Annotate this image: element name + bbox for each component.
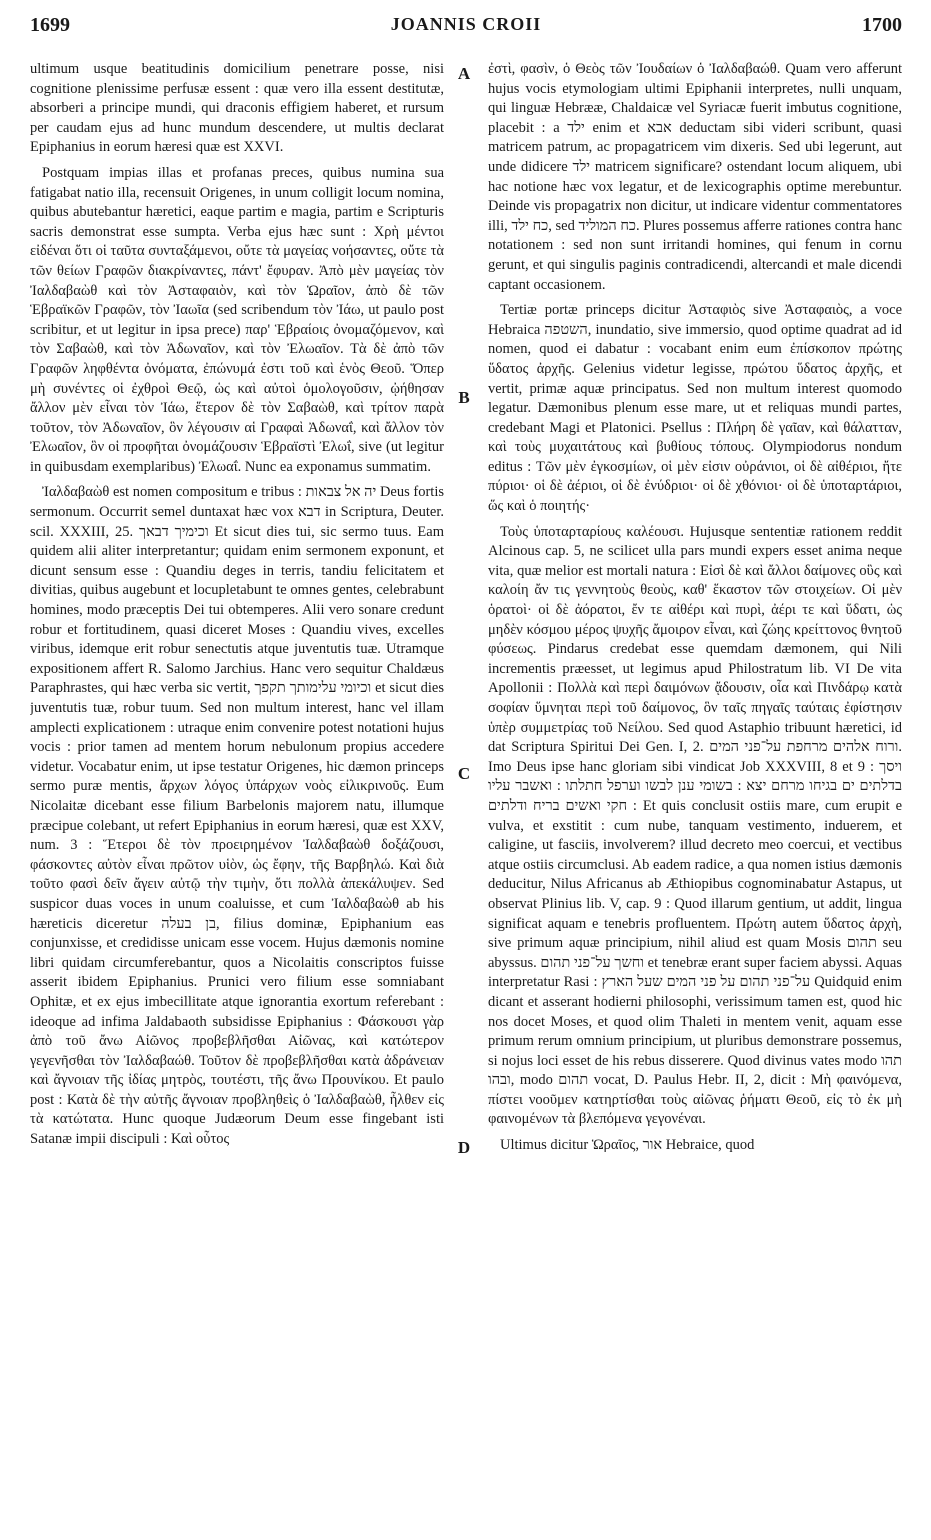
running-title: JOANNIS CROII xyxy=(390,14,542,34)
margin-letter-d: D xyxy=(457,1138,471,1157)
left-column xyxy=(30,60,444,1530)
page-header xyxy=(30,14,902,44)
paragraph: Τοὺς ὑποταρταρίους καλέουσι. Hujusque sententiæ rationem reddit Alcinous cap. 5, ne scilicet ulla pars mundi expers esset anima neque vita, quæ melior est mortali natura : Εἰσὶ δὲ καὶ ἄλλοι δαίμονες οὓς καὶ καλοίη ἄν τις γεννητοὺς θεοὺς, καθ' ἕκαστον τῶν στοιχείων. Οἱ μὲν ὁρατοὶ· οἱ δὲ ἀόρατοι, ἔν τε αἰθέρι καὶ πυρὶ, ἀέρι τε καὶ ὕδατι, ὡς μηδὲν κόσμου μέρος ψυχῆς ἄμοιρον εἶναι, καὶ ζώης κρείττονος θνητοῦ φύσεως. Pindarus credebat esse quemdam dæmonem, qui Nili incrementis præesset, ut legimus apud Philostratum lib. VI De vita Apollonii : Πολλὰ καὶ περὶ δαιμόνων ᾄδουσιν, οἷα καὶ Πινδάρῳ κατὰ σοφίαν ὕμνηται περὶ τοῦ δαίμονος, ὃν ταῖς πηγαῖς ταύταις ἐφίστησιν ὑπὲρ συμμετρίας τοῦ Νείλου. Sed quod Astaphio tribuunt hæretici, id dat Scriptura Spiritui Dei Gen. I, 2. ורוח אלהים מרחפת על־פני המים. Imo Deus ipse hanc gloriam sibi vindicat Job XXXVIII, 8 et 9 : ויסך בדלתים ים בגיחו מרחם יצא : בשומי ענן לבשו וערפל חתלתו : ואשבר עליו חקי ואשים בריח ודלתים : Et quis conclusit ostiis mare, cum erupit e vulva, et exstitit : cum nube, tanquam vestimento, induerem, et caligine, ut fasciis, involverem? illud decreto meo coercui, et vectibus atque ostiis circumclusi. Ab eadem radice, a qua nomen istius dæmonis deducitur, Nilus Africanus ab Æthiopibus cognominabatur Astapus, ut observat Plinius lib. V, cap. 9 : Quod illarum gentium, ut addit, lingua significat aquam e tenebris profluentem. Πρώτη autem ὕδατος ἀρχὴ, sive primum aquæ principium, nihil aliud est quam Mosis תהום seu abyssus. וחשך על־פני תהום et tenebræ erant super faciem abyssi. Aquas interpretatur Rasi : על־פני תהום על פני המים שעל הארץ Quidquid enim dicant et asserant hodierni philosophi, verissimum tamen est, quod hic nos docet Moses, et quod olim Thaleti in mentem venit, aquam esse primum rerum omnium principium, ut pluribus demonstrare possemus, si nojus loci esset de his rebus disserere. Quod divinus vates modo תהו ובהו, modo תהום vocat, D. Paulus Hebr. II, 2, dicit : Μὴ φαινόμενα, πίστει νοοῦμεν κατηρτίσθαι τοὺς αἰῶνας ῥήματι Θεοῦ, εἰς τὸ ἐκ μὴ φαινομένων τὰ βλεπόμενα γεγονέναι. xyxy=(488,523,902,1128)
margin-section-letters xyxy=(452,60,476,1530)
page-number-right: 1700 xyxy=(862,14,902,36)
paragraph: Ultimus dicitur Ὡραῖος, אור Hebraice, quod xyxy=(500,1137,755,1154)
margin-letter-a: A xyxy=(457,64,471,83)
paragraph: Ἰαλδαβαὼθ est nomen compositum e tribus : יה אל צבאות Deus fortis sermonum. Occurrit semel duntaxat hæc vox דבא in Scriptura, Deuter. scil. XXXIII, 25. וכימיך דבאך Et sicut dies tui, sic sermo tuus. Eam quidem alii aliter interpretantur; quidam enim sermonem exponunt, et dicunt sensum esse : Quandiu deges in terris, tandiu felicitatem et divitias, quibus augebunt et locupletabunt te omnes gentes, celebrabunt homines, modo præceptis Dei tui obtemperes. Alii vero sonare credunt robur et fortitudinem, quasi diceret Moses : Quandiu vives, excelles viribus, idemque erit robur senectutis atque juventutis tuæ. Utramque expositionem affert R. Salomo Jarchius. Hanc vero sequitur Chaldæus Paraphrastes, qui hæc verba sic vertit, וכיומי עלימותך תקפך et sicut dies juventutis tuæ, robur tuum. Sed non multum interest, hanc vel illam amplecti explicationem : utraque enim convenire potest notationi hujus vocis : prior tamen ad mentem horum nebulonum propius accedere videtur. Vocabatur enim, ut ipse testatur Origenes, hic dæmon princeps sermo puræ mentis, ἄρχων λόγος ὑπάρχων νοὸς εἰλικρινοῦς. Eum Nicolaitæ dicebant esse filium Barbelonis majorem natu, illumque præcipue colebant, ut refert Epiphanius in eorum hæresi, quæ est XXV, num. 3 : Ἕτεροι δὲ τὸν προειρημένον Ἰαλδαβαὼθ δοξάζουσι, φάσκοντες αὐτὸν εἶναι πρῶτον υἱὸν, ὡς ἔφην, τῆς Βαρβηλώ. Καὶ διὰ τοῦτο φασὶ δεῖν ἄγειν αὐτῷ τὴν τιμὴν, ὅτι πολλὰ ἀπεκάλυψεν. Sed suspicor duas voces in unum coaluisse, et cum Ἰαλδαβαὼθ ab his hæreticis diceretur בן בעלה, filius dominæ, Epiphanium eas conjunxisse, et credidisse unicam esse vocem. Hujus dæmonis nomine libri quidam circumferebantur, quos a Nicolaitis conscriptos fuisse asserit ibidem Epiphanius. Prunici vero filium esse somniabant Ophitæ, et ex ejus imbecillitate atque ignorantia exortum referebant : ideoque ad infima Jaldabaoth subsidisse Epiphanius : Φάσκουσι γὰρ ἀπὸ τοῦ ἄνω Αἰῶνος προβεβλῆσθαι Αἰῶνας, καὶ κατώτερον γεγενῆσθαι τὸν Ἰαλδαβαώθ. Τοῦτον δὲ προβεβλῆσθαι κατὰ ἀδράνειαν καὶ ἄγνοιαν τῆς ἰδίας μητρὸς, τουτέστι, τῆς ἄνω Προυνίκου. Et paulo post : Κατὰ δὲ τὴν αὐτῆς ἄγνοιαν προβληθεὶς ὁ Ἰαλδαβαὼθ, ἦλθεν εἰς τὰ κατώτατα. Hunc quoque Judæorum Deum esse fingebant isti Satanæ impii discipuli : Καὶ οὗτος xyxy=(30,484,444,1148)
margin-letter-b: B xyxy=(458,388,470,407)
right-column xyxy=(488,60,902,1530)
margin-letter-c: C xyxy=(457,764,471,783)
paragraph: Postquam impias illas et profanas preces, quibus numina sua fatigabat natio illa, recensuit Origenes, in unum colligit locum nomina, quibus abutebantur hæretici, eaque partim e magia, partim e Scripturis sacris demonstrat esse sumpta. Verba ejus hæc sunt : Χρὴ μέντοι εἰδέναι ὅτι οἱ ταῦτα συνταξάμενοι, οὔτε τὰ μαγείας νοήσαντες, οὔτε τὰ τῶν θείων Γραφῶν διακρίναντες, πάντ' ἔφυραν. Ἀπὸ μὲν μαγείας τὸν Ἰαλδαβαὼθ καὶ τὸν Ἀσταφαιὸν, καὶ τὸν Ὡραῖον, ἀπὸ δὲ τῶν Ἑβραϊκῶν Γραφῶν, τὸν Ἰαωῖα (sed scribendum τὸν Ἰάω, ut paulo post scribitur, et ut legitur in ipsa prece) παρ' Ἑβραίοις ὀνομαζόμενον, καὶ τὸν Σαβαὼθ, καὶ τὸν Ἀδωναῖον, καὶ τὸν Ἐλωαῖον. Τὰ δὲ ἀπὸ τῶν Γραφῶν ληφθέντα ὀνόματα, ἐπώνυμά ἐστι τοῦ καὶ ἑνὸς Θεοῦ. Ὅπερ μὴ συνέντες οἱ ἐχθροὶ Θεῷ, ὡς καὶ αὐτοὶ ὁμολογοῦσιν, ᾠήθησαν ἄλλον μὲν εἶναι τὸν Ἰάω, ἕτερον δὲ τὸν Σαβαὼθ, καὶ τρίτον παρὰ τοῦτον, τὸν Ἀδωναῖον, ὃν λέγουσιν αἱ Γραφαὶ Ἀδωναΐ, καὶ ἄλλον τὸν Ἐλωαῖον, ὃν οἱ προφῆται ὀνομάζουσιν Ἑβραϊστὶ Ἐλωΐ, sive (ut legitur in quibusdam exemplaribus) Ἐλωαΐ. Nunc ea exponamus summatim. xyxy=(30,164,444,475)
page-number-left: 1699 xyxy=(30,14,70,36)
paragraph: ἐστὶ, φασὶν, ὁ Θεὸς τῶν Ἰουδαίων ὁ Ἰαλδαβαώθ. Quam vero afferunt hujus vocis etymologiam ultimi Epiphanii interpretes, nulli unquam, qui linguæ Hebrææ, Chaldaicæ vel Syriacæ fuerit imbutus cognitione, placebit : a ילד enim et אבא deductam sibi videri scribunt, quasi matricem patrum, ac propagatricem vim dixeris. Sed ubi legerunt, aut unde didicere ילד matricem significare? ostendant locum aliquem, ubi hac notione hæc vox legatur, et de lexicographis optime merebuntur. Deinde vis propagatrix non dicitur, ut indicare videntur commentatores illi, כח ילד, sed כח המוליד. Plures possemus afferre rationes contra hanc notationem : sed non sunt irritandi homines, qui fenum in cornu gerunt, et qui singulis paginis contradicendi, altercandi et male dicendi captant occasionem. xyxy=(488,61,902,293)
paragraph: ultimum usque beatitudinis domicilium penetrare posse, nisi cognitione plenissime perfusæ essent : quæ vero illa essent destitutæ, absorberi a principe mundi, qui draconis effigiem haberet, et rursum per caudam ejus ad hunc mundum descendere, ut multis declarat Epiphanius in eorum hæresi quæ est XXVI. xyxy=(30,61,444,156)
paragraph: Tertiæ portæ princeps dicitur Ἀσταφιὸς sive Ἀσταφαιὸς, a voce Hebraica השטפה, inundatio, sive immersio, quod optime quadrat ad id nomen, quod ei dabatur : vocabant enim eum ἐπίσκοπον πρώτης ὕδατος ἀρχῆς. Gelenius videtur legisse, πρώτου ὕδατος ἀρχῆς, et vertit, primæ aquæ principatus. Sed non multum interest quomodo legatur. Dæmonibus plenum esse mare, ut et reliquas mundi partes, credebant Magi et Platonici. Psellus : Πλήρη δὲ γαῖαν, καὶ θάλατταν, καὶ τοὺς μυχαιτάτους καὶ βυθίους τόπους. Olympiodorus nondum editus : Τῶν μὲν ἐγκοσμίων, οἱ μὲν εἰσιν οὐράνιοι, οἱ δὲ αἰθέριοι, ἤτε πύριοι· οἱ δὲ ἀέριοι, οἱ δὲ ἐνύδριοι· οἱ δὲ χθόνιοι· οἱ δὲ ὑποταρτάριοι, ὥς καὶ ὁ ποιητής· xyxy=(488,302,902,515)
